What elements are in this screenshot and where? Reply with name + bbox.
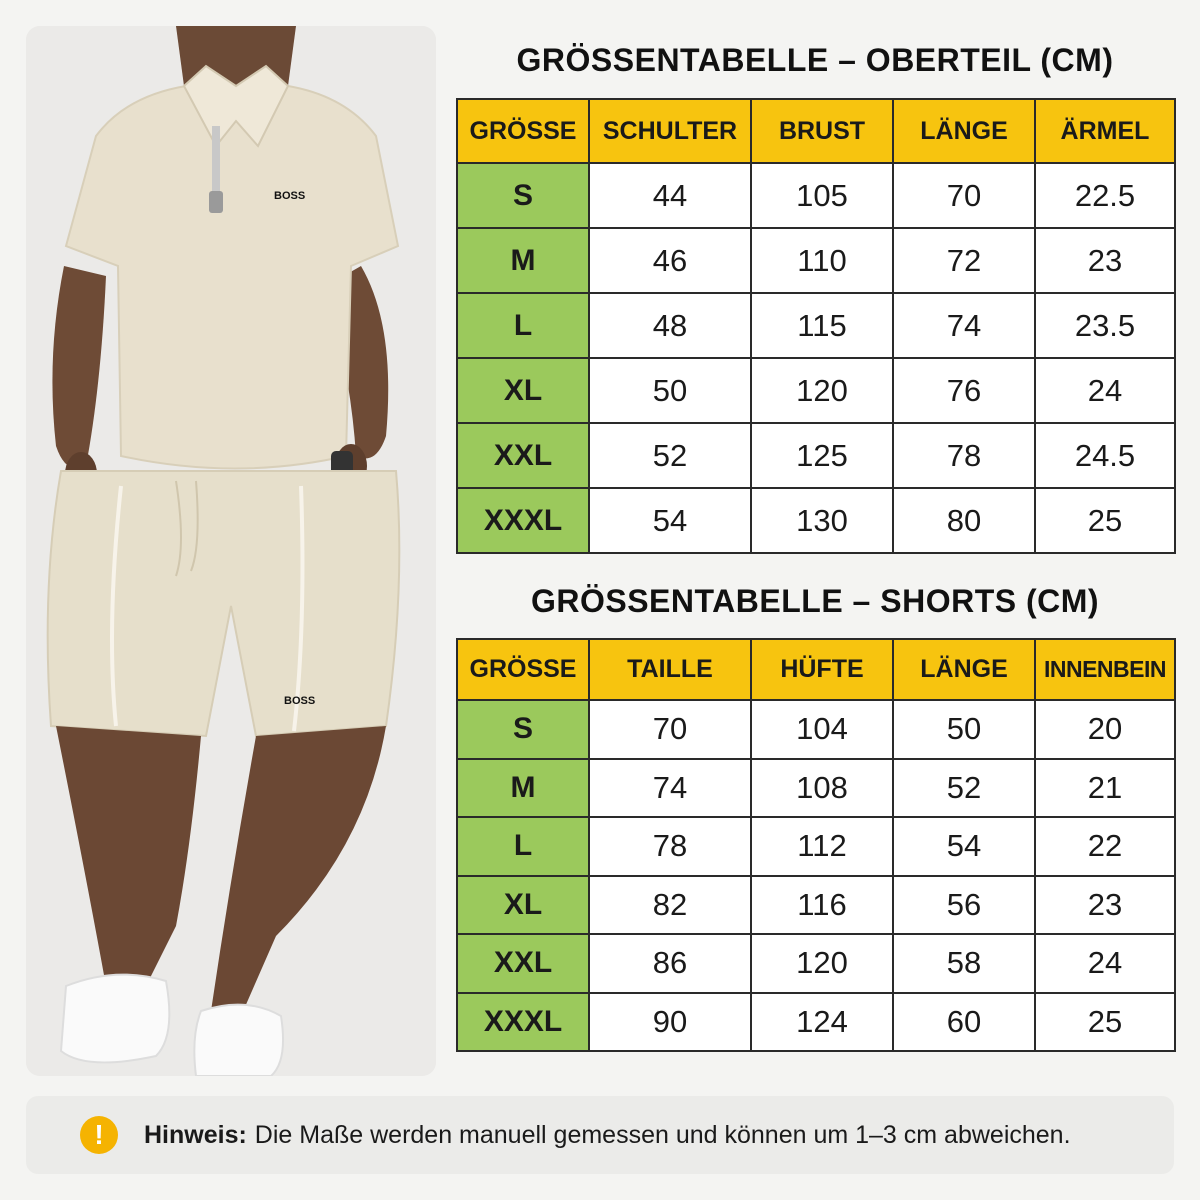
table-cell: 70	[893, 163, 1035, 228]
table-cell: 82	[589, 876, 751, 935]
table-cell: 115	[751, 293, 893, 358]
logo-shirt: BOSS	[274, 190, 306, 202]
table-cell: 50	[589, 358, 751, 423]
size-label: XXL	[457, 423, 589, 488]
table-row	[457, 423, 1175, 488]
table-cell: 70	[589, 700, 751, 759]
table-cell: 110	[751, 228, 893, 293]
table-cell: 112	[751, 817, 893, 876]
table-cell: 104	[751, 700, 893, 759]
table-row	[457, 228, 1175, 293]
header-length: LÄNGE	[893, 639, 1035, 700]
table-cell: 58	[893, 934, 1035, 993]
size-label: M	[457, 228, 589, 293]
table-cell: 124	[751, 993, 893, 1052]
table-cell: 76	[893, 358, 1035, 423]
table-row	[457, 488, 1175, 553]
table-cell: 22.5	[1035, 163, 1175, 228]
table-row	[457, 817, 1175, 876]
table-cell: 108	[751, 759, 893, 818]
table-cell: 56	[893, 876, 1035, 935]
size-label: XXL	[457, 934, 589, 993]
header-size: GRÖSSE	[457, 99, 589, 163]
shirt-table-title: GRÖSSENTABELLE – OBERTEIL (CM)	[516, 42, 1114, 78]
table-cell: 116	[751, 876, 893, 935]
table-cell: 52	[893, 759, 1035, 818]
header-inseam: INNENBEIN	[1035, 639, 1175, 700]
size-label: XXXL	[457, 993, 589, 1052]
shirt-size-table	[456, 98, 1176, 554]
note-message: Die Maße werden manuell gemessen und können um 1–3 cm abweichen.	[254, 1120, 1071, 1149]
table-cell: 52	[589, 423, 751, 488]
table-row	[457, 993, 1175, 1052]
table-row	[457, 934, 1175, 993]
table-cell: 50	[893, 700, 1035, 759]
table-cell: 78	[893, 423, 1035, 488]
table-cell: 46	[589, 228, 751, 293]
table-cell: 44	[589, 163, 751, 228]
table-cell: 78	[589, 817, 751, 876]
table-cell: 21	[1035, 759, 1175, 818]
size-label: M	[457, 759, 589, 818]
logo-shorts: BOSS	[284, 695, 316, 707]
table-cell: 72	[893, 228, 1035, 293]
table-cell: 120	[751, 934, 893, 993]
table-cell: 125	[751, 423, 893, 488]
table-header-row	[457, 99, 1175, 163]
table-header-row	[457, 639, 1175, 700]
note-label: Hinweis:	[144, 1120, 247, 1149]
table-cell: 60	[893, 993, 1035, 1052]
header-shoulder: SCHULTER	[589, 99, 751, 163]
table-cell: 23.5	[1035, 293, 1175, 358]
table-cell: 20	[1035, 700, 1175, 759]
table-cell: 74	[589, 759, 751, 818]
table-row	[457, 700, 1175, 759]
table-cell: 54	[893, 817, 1035, 876]
table-cell: 90	[589, 993, 751, 1052]
size-label: XL	[457, 358, 589, 423]
table-cell: 48	[589, 293, 751, 358]
table-cell: 23	[1035, 228, 1175, 293]
table-cell: 25	[1035, 993, 1175, 1052]
table-cell: 130	[751, 488, 893, 553]
note-box	[26, 1096, 1174, 1174]
product-photo	[26, 26, 436, 1076]
table-cell: 24.5	[1035, 423, 1175, 488]
header-hip: HÜFTE	[751, 639, 893, 700]
table-cell: 23	[1035, 876, 1175, 935]
header-size: GRÖSSE	[457, 639, 589, 700]
table-row	[457, 358, 1175, 423]
table-cell: 74	[893, 293, 1035, 358]
header-sleeve: ÄRMEL	[1035, 99, 1175, 163]
table-cell: 120	[751, 358, 893, 423]
header-chest: BRUST	[751, 99, 893, 163]
header-waist: TAILLE	[589, 639, 751, 700]
table-row	[457, 293, 1175, 358]
table-row	[457, 876, 1175, 935]
shorts-size-table	[456, 638, 1176, 1052]
table-cell: 22	[1035, 817, 1175, 876]
table-cell: 24	[1035, 934, 1175, 993]
header-length: LÄNGE	[893, 99, 1035, 163]
size-label: L	[457, 817, 589, 876]
table-cell: 24	[1035, 358, 1175, 423]
size-label: XL	[457, 876, 589, 935]
size-label: S	[457, 163, 589, 228]
shorts-table-title: GRÖSSENTABELLE – SHORTS (CM)	[530, 583, 1100, 619]
table-cell: 105	[751, 163, 893, 228]
table-row	[457, 163, 1175, 228]
table-cell: 80	[893, 488, 1035, 553]
note-text	[144, 1121, 1071, 1150]
table-cell: 25	[1035, 488, 1175, 553]
model-illustration	[26, 26, 436, 1076]
exclamation-icon: !	[80, 1116, 118, 1154]
size-label: L	[457, 293, 589, 358]
table-cell: 54	[589, 488, 751, 553]
table-cell: 86	[589, 934, 751, 993]
table-row	[457, 759, 1175, 818]
size-label: XXXL	[457, 488, 589, 553]
size-label: S	[457, 700, 589, 759]
